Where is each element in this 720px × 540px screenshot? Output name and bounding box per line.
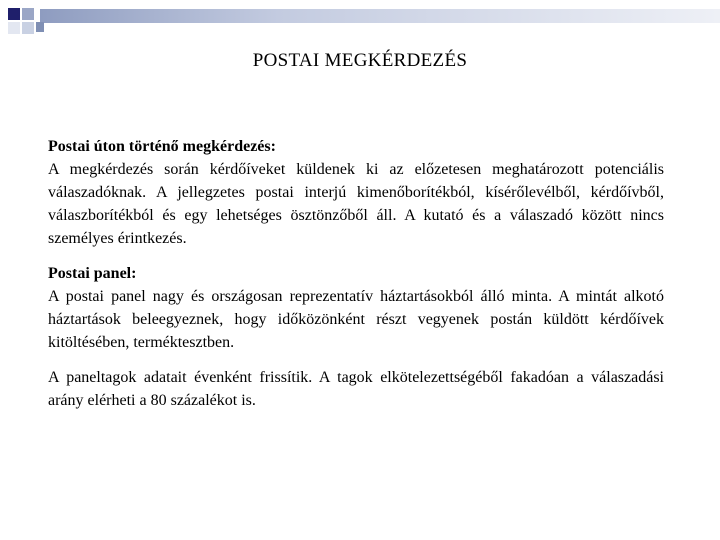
section-mail-panel — [48, 262, 664, 354]
section-text: A postai panel nagy és országosan reprezentatív háztartásokból álló minta. A mintát alkotó háztartások beleegyeznek, hogy időközönként részt vegyenek postán küldött kérdőívek kitöltésében, terméktesztben. — [48, 288, 664, 351]
section-panel-members — [48, 366, 664, 412]
section-text: A paneltagok adatait évenként frissítik. A tagok elkötelezettségéből fakadóan a válaszadási arány elérheti a 80 százalékot is. — [48, 369, 664, 409]
deco-square — [22, 22, 34, 34]
deco-square — [36, 22, 44, 32]
slide-title — [0, 50, 720, 72]
deco-square — [8, 22, 20, 34]
section-mail-survey — [48, 135, 664, 250]
header-band — [40, 9, 720, 23]
deco-square — [22, 8, 34, 20]
header-decoration — [0, 0, 720, 44]
slide-title-text: POSTAI MEGKÉRDEZÉS — [252, 50, 468, 71]
section-heading: Postai úton történő megkérdezés: — [48, 138, 276, 155]
section-text: A megkérdezés során kérdőíveket küldenek ki az előzetesen meghatározott potenciális válaszadóknak. A jellegzetes postai interjú kimenőborítékból, kísérőlevélből, kérdőívből, válaszborítékból és egy lehetséges ösztönzőből áll. A kutató és a válaszadó között nincs személyes érintkezés. — [48, 161, 664, 247]
slide-content — [48, 135, 664, 412]
deco-square-dark — [8, 8, 20, 20]
section-heading: Postai panel: — [48, 265, 137, 282]
